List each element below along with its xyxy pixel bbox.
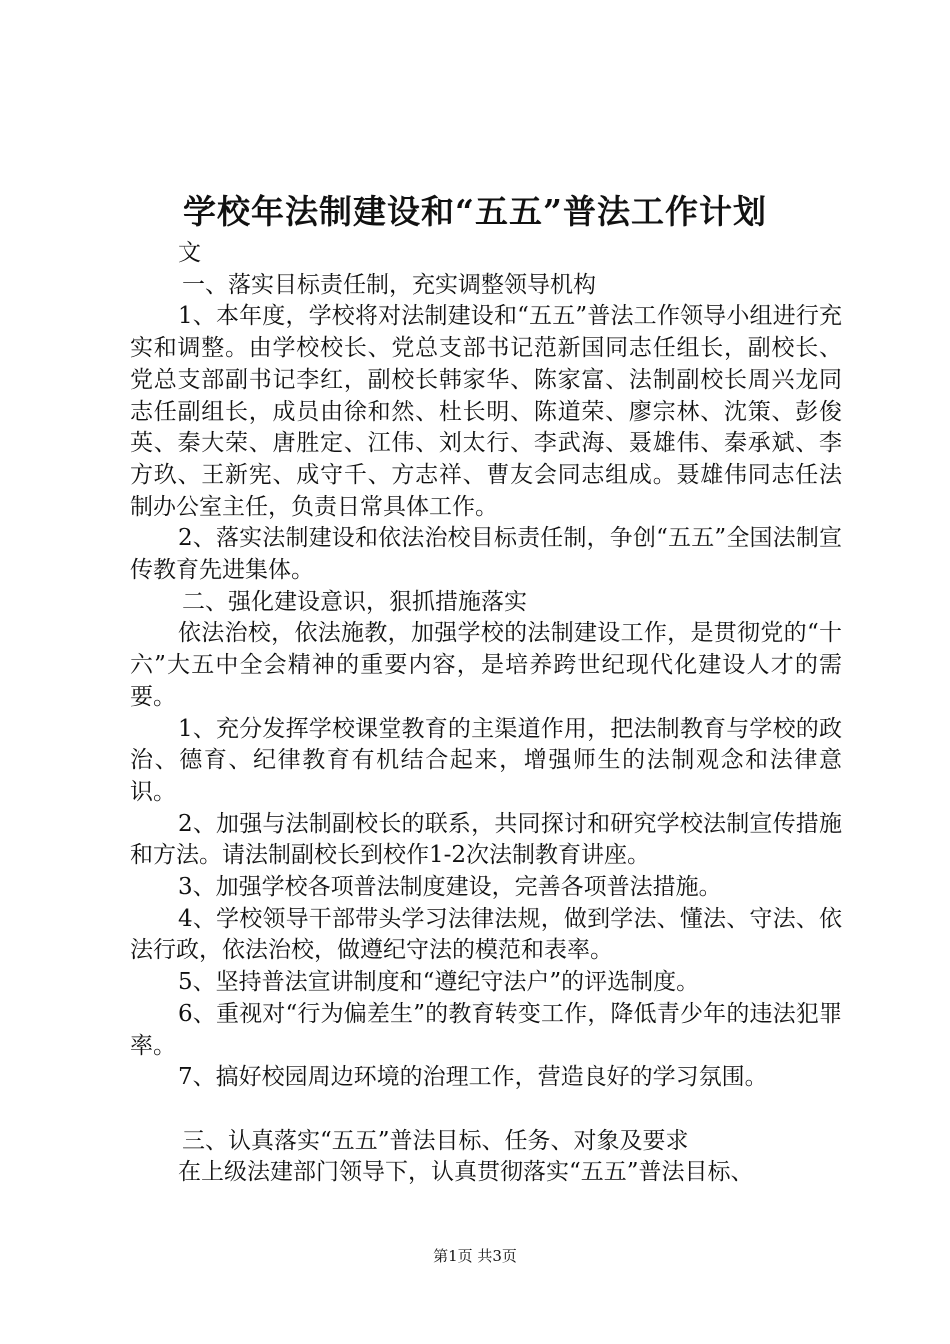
- paragraph-leadership-group: 1、本年度，学校将对法制建设和“五五”普法工作领导小组进行充实和调整。由学校校长、党总支部书记范新国同志任组长，副校长、党总支部副书记李红，副校长韩家华、陈家富、法制副校长周兴龙同志任副组长，成员由徐和然、杜长明、陈道荣、廖宗林、沈策、彭俊英、秦大荣、唐胜定、江伟、刘太行、李武海、聂雄伟、秦承斌、李方玖、王新宪、成守千、方志祥、曹友会同志组成。聂雄伟同志任法制办公室主任，负责日常具体工作。: [130, 303, 842, 520]
- section-heading-2: 二、强化建设意识，狠抓措施落实: [182, 588, 527, 615]
- paragraph-implementation: 在上级法建部门领导下，认真贯彻落实“五五”普法目标、: [178, 1159, 754, 1186]
- page-footer: 第1页 共3页: [433, 1247, 517, 1265]
- document-body: [130, 238, 842, 1189]
- paragraph-responsibility: 2、落实法制建设和依法治校目标责任制，争创“五五”全国法制宣传教育先进集体。: [130, 525, 842, 584]
- list-item-1: 1、充分发挥学校课堂教育的主渠道作用，把法制教育与学校的政治、德育、纪律教育有机结合起来，增强师生的法制观念和法律意识。: [130, 715, 842, 805]
- list-item-2: 2、加强与法制副校长的联系，共同探讨和研究学校法制宣传措施和方法。请法制副校长到校作1-2次法制教育讲座。: [130, 810, 842, 869]
- section-heading-3: 三、认真落实“五五”普法目标、任务、对象及要求: [182, 1127, 689, 1154]
- list-item-5: 5、坚持普法宣讲制度和“遵纪守法户”的评选制度。: [178, 969, 700, 996]
- section-heading-1: 一、落实目标责任制，充实调整领导机构: [182, 271, 596, 298]
- paragraph-rule-of-law: 依法治校，依法施教，加强学校的法制建设工作，是贯彻党的“十六”大五中全会精神的重要内容，是培养跨世纪现代化建设人才的需要。: [130, 620, 842, 710]
- list-item-4: 4、学校领导干部带头学习法律法规，做到学法、懂法、守法、依法行政，依法治校，做遵纪守法的模范和表率。: [130, 905, 842, 964]
- paragraph-fragment: 文: [178, 240, 201, 266]
- list-item-7: 7、搞好校园周边环境的治理工作，营造良好的学习氛围。: [178, 1064, 768, 1091]
- list-item-6: 6、重视对“行为偏差生”的教育转变工作，降低青少年的违法犯罪率。: [130, 1000, 842, 1059]
- list-item-3: 3、加强学校各项普法制度建设，完善各项普法措施。: [178, 874, 722, 901]
- document-title: 学校年法制建设和“五五”普法工作计划: [183, 192, 767, 231]
